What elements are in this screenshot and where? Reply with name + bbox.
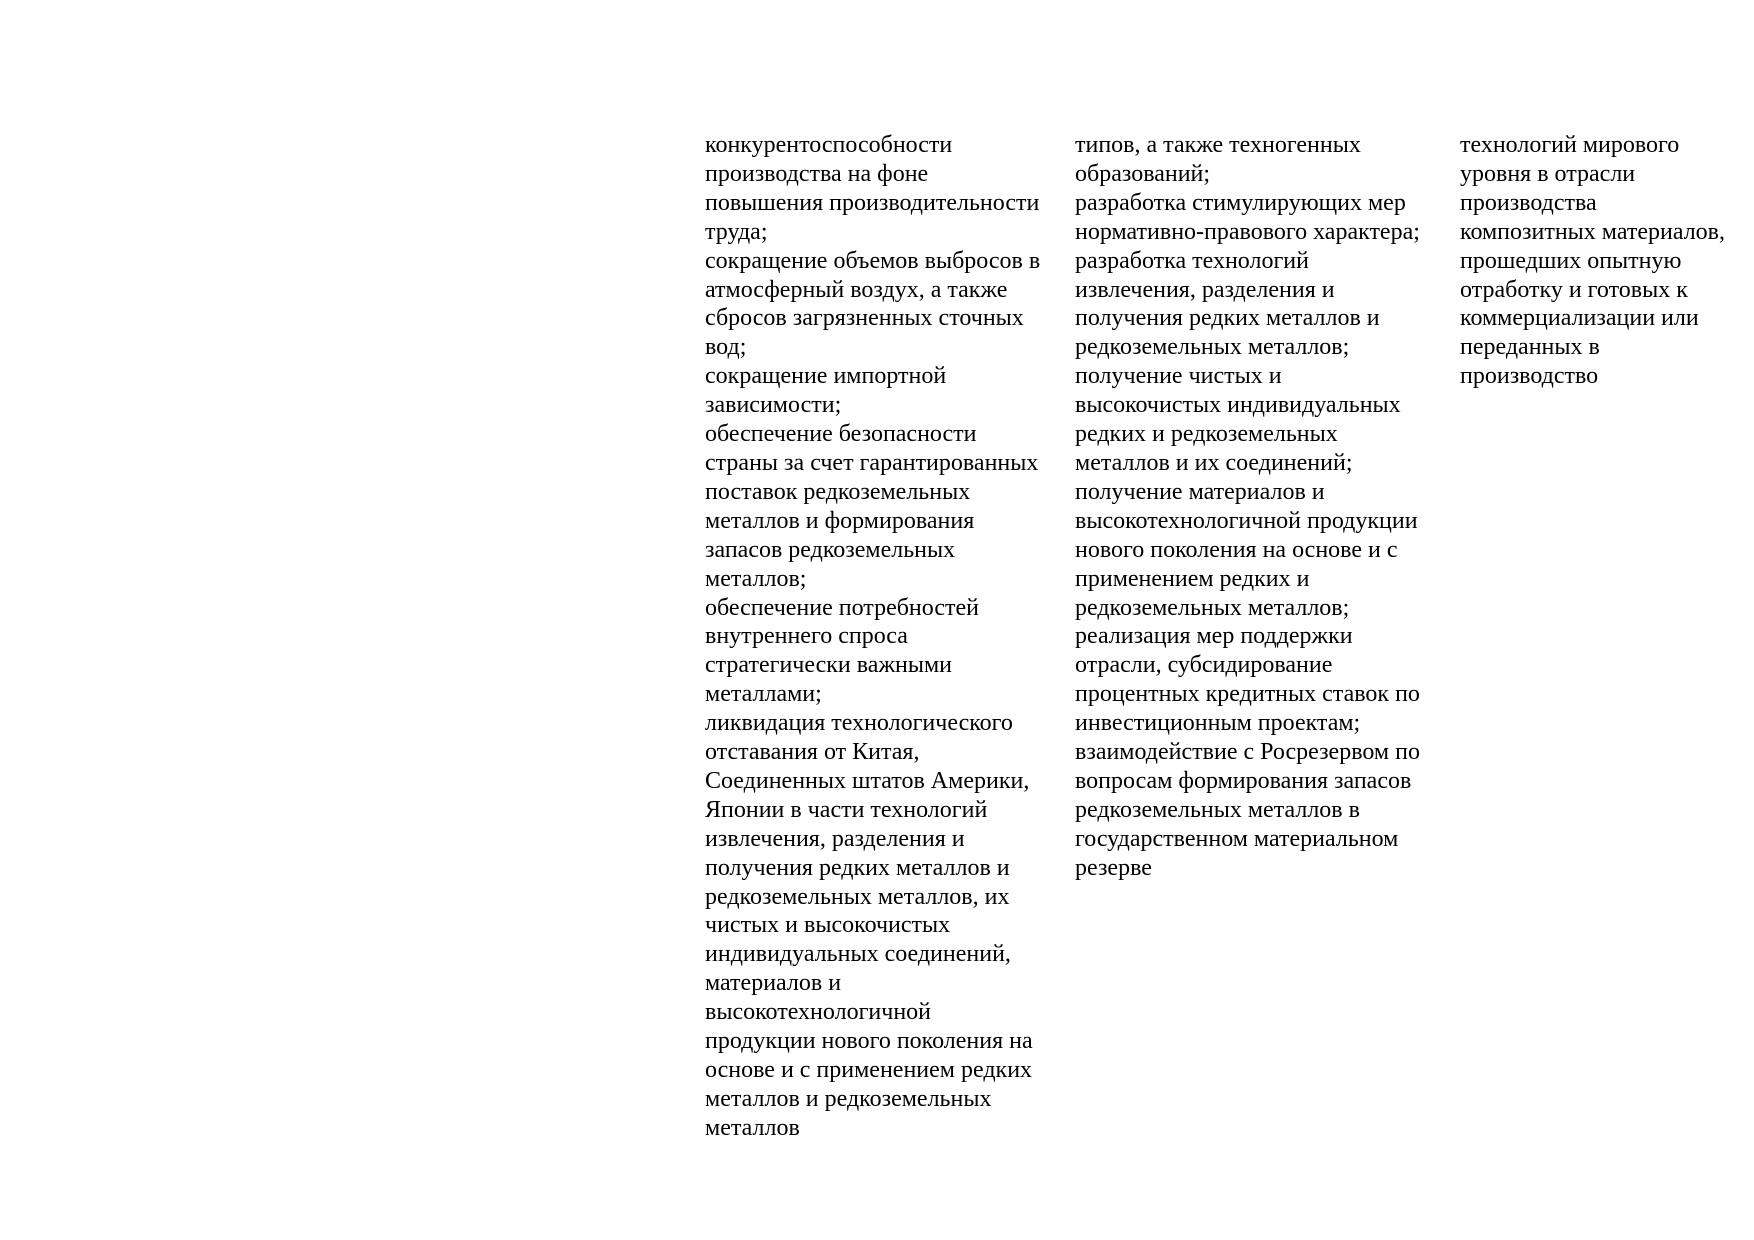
text-line: сокращение объемов выбросов в [705, 247, 1041, 274]
text-line: получение чистых и [1075, 363, 1282, 390]
text-line: металлов; [705, 565, 807, 592]
text-line: зависимости; [705, 392, 842, 419]
text-line: извлечения, разделения и [1075, 276, 1335, 303]
text-line: основе и с применением редких [705, 1057, 1033, 1083]
text-line: индивидуальных соединений, [705, 941, 1011, 968]
text-line: ликвидация технологического [705, 710, 1013, 737]
text-line: вопросам формирования запасов [1075, 767, 1412, 794]
text-line: обеспечение безопасности [705, 421, 977, 448]
text-line: получение материалов и [1075, 478, 1325, 505]
text-line: продукции нового поколения на [705, 1028, 1033, 1055]
text-line: применением редких и [1075, 565, 1310, 592]
text-line: редкоземельных металлов в [1075, 796, 1360, 823]
text-line: композитных материалов, [1460, 218, 1726, 245]
text-line: процентных кредитных ставок по [1075, 681, 1420, 708]
text-line: редкоземельных металлов; [1075, 594, 1350, 621]
text-line: извлечения, разделения и [705, 825, 965, 852]
text-line: разработка стимулирующих мер [1075, 189, 1406, 216]
text-line: редкоземельных металлов; [1075, 334, 1350, 361]
text-line: прошедших опытную [1460, 247, 1682, 274]
text-line: получения редких металлов и [1075, 305, 1380, 332]
text-line: Японии в части технологий [705, 796, 988, 823]
text-line: высокотехнологичной продукции [1075, 507, 1418, 534]
text-line: типов, а также техногенных [1075, 132, 1361, 158]
text-line: резерве [1075, 854, 1152, 881]
text-line: запасов редкоземельных [705, 536, 956, 563]
text-line: реализация мер поддержки [1075, 623, 1353, 650]
text-line: материалов и [705, 970, 842, 997]
text-line: технологий мирового [1460, 132, 1680, 158]
column-indicators [1460, 131, 1750, 391]
text-line: нового поколения на основе и с [1075, 536, 1398, 563]
column-expected-results [705, 131, 1061, 1143]
text-line: металлов и их соединений; [1075, 449, 1353, 476]
text-line: металлов и редкоземельных [705, 1085, 992, 1112]
column-measures [1075, 131, 1450, 883]
text-line: коммерциализации или [1460, 305, 1699, 332]
text-line: труда; [705, 218, 768, 245]
text-line: сокращение импортной [705, 363, 947, 390]
text-line: поставок редкоземельных [705, 478, 971, 505]
text-line: редкоземельных металлов, их [705, 883, 1010, 910]
text-line: отставания от Китая, [705, 739, 920, 766]
text-line: страны за счет гарантированных [705, 449, 1039, 476]
text-line: Соединенных штатов Америки, [705, 767, 1030, 794]
text-line: инвестиционным проектам; [1075, 710, 1361, 737]
text-line: стратегически важными [705, 652, 953, 679]
text-line: государственном материальном [1075, 825, 1399, 852]
text-line: редких и редкоземельных [1075, 421, 1338, 448]
text-line: атмосферный воздух, а также [705, 276, 1008, 303]
text-line: производства на фоне [705, 160, 929, 187]
text-line: уровня в отрасли [1460, 160, 1636, 187]
text-line: высокотехнологичной [705, 999, 932, 1026]
text-line: образований; [1075, 160, 1211, 187]
text-line: сбросов загрязненных сточных [705, 305, 1024, 332]
text-line: нормативно-правового характера; [1075, 218, 1420, 245]
text-line: производство [1460, 363, 1599, 390]
text-line: переданных в [1460, 334, 1600, 361]
text-line: разработка технологий [1075, 247, 1309, 274]
text-line: чистых и высокочистых [705, 912, 951, 939]
text-line: получения редких металлов и [705, 854, 1010, 881]
text-line: отрасли, субсидирование [1075, 652, 1333, 679]
text-line: обеспечение потребностей [705, 594, 980, 621]
text-line: производства [1460, 189, 1597, 216]
text-line: высокочистых индивидуальных [1075, 392, 1401, 419]
text-line: внутреннего спроса [705, 623, 908, 650]
text-line: повышения производительности [705, 189, 1040, 216]
text-line: вод; [705, 334, 747, 361]
text-line: металлов [705, 1114, 800, 1141]
text-line: конкурентоспособности [705, 132, 953, 158]
text-line: взаимодействие с Росрезервом по [1075, 739, 1420, 766]
text-line: отработку и готовых к [1460, 276, 1688, 303]
text-line: металлов и формирования [705, 507, 975, 534]
text-line: металлами; [705, 681, 822, 708]
